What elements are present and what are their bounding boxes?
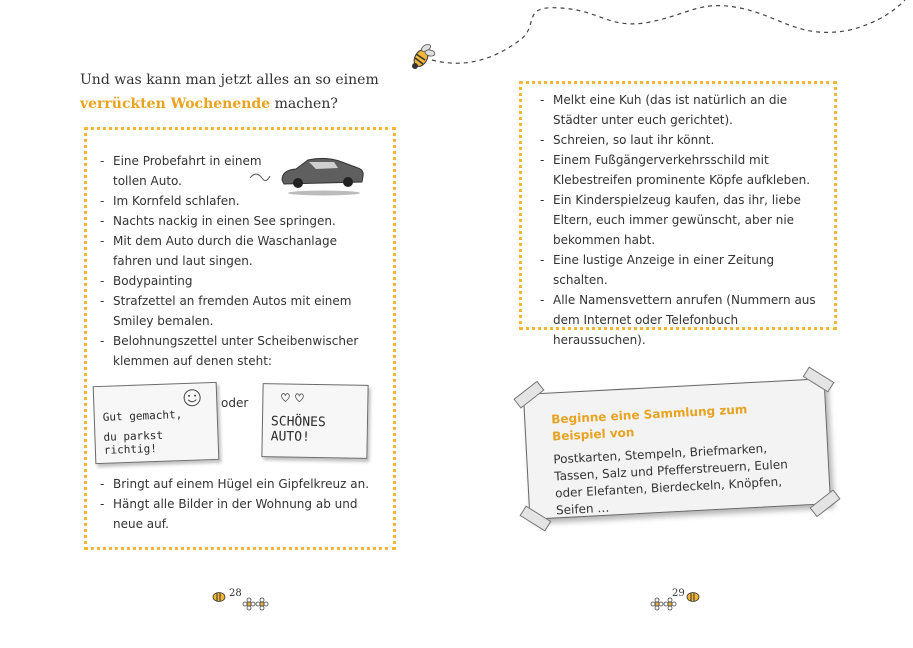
- car-illustration: [246, 152, 368, 196]
- flower-icon: [242, 596, 270, 612]
- list-item: - Bringt auf einem Hügel ein Gipfelkreuz an.: [100, 474, 376, 494]
- sign-tape-br: [810, 489, 841, 517]
- heart-icon: [277, 390, 307, 405]
- smiley-icon: [182, 387, 203, 408]
- sign-body: Postkarten, Stempeln, Briefmarken, Tassen, Salz und Pfefferstreuern, Eulen oder Elefanten, Bierdeckeln, Knöpfen, Seifen …: [553, 441, 789, 518]
- note-nice-car-text: SCHÖNES AUTO!: [270, 414, 326, 445]
- note-good-parking-line1: Gut gemacht,: [102, 408, 183, 424]
- sign-tape-tl: [513, 381, 544, 409]
- bee-icon: [686, 590, 700, 602]
- right-list: [540, 90, 816, 350]
- list-item: - Einem Fußgängerverkehrsschild mit Klebestreifen prominente Köpfe aufkleben.: [540, 150, 816, 190]
- collection-sign: [523, 378, 831, 520]
- note-good-parking: [93, 382, 220, 464]
- bee-icon: [212, 590, 226, 602]
- intro-text: [80, 68, 410, 116]
- note-nice-car: [261, 383, 368, 459]
- page-number-right: [650, 588, 710, 614]
- list-item: - Alle Namensvettern anrufen (Nummern aus dem Internet oder Telefonbuch heraussuchen).: [540, 290, 816, 350]
- list-item: - Hängt alle Bilder in der Wohnung ab und neue auf.: [100, 494, 376, 534]
- intro-text-before: Und was kann man jetzt alles an so einem: [80, 72, 379, 88]
- list-item: - Mit dem Auto durch die Waschanlage fahren und laut singen.: [100, 231, 372, 271]
- list-item: - Schreien, so laut ihr könnt.: [540, 130, 816, 150]
- sign-tape-bl: [520, 505, 552, 531]
- list-item: - Nachts nackig in einen See springen.: [100, 211, 372, 231]
- list-item: - Im Kornfeld schlafen.: [100, 191, 372, 211]
- intro-highlight: verrückten Wochenende: [80, 96, 271, 112]
- page-number-left: [212, 588, 272, 614]
- or-label: oder: [221, 396, 249, 410]
- list-item: - Strafzettel an fremden Autos mit einem Smiley bemalen.: [100, 291, 372, 331]
- note-good-parking-line2: du parkst richtig!: [103, 428, 164, 457]
- sign-title: Beginne eine Sammlung zum Beispiel von: [550, 402, 748, 444]
- list-item: - Eine Probefahrt in einem tollen Auto.: [100, 151, 263, 191]
- list-item: - Bodypainting: [100, 271, 372, 291]
- list-item: - Eine lustige Anzeige in einer Zeitung schalten.: [540, 250, 816, 290]
- list-item: - Ein Kinderspielzeug kaufen, das ihr, liebe Eltern, euch immer gewünscht, aber nie bekommen habt.: [540, 190, 816, 250]
- intro-text-after: machen?: [270, 96, 338, 112]
- left-list-bottom: [100, 474, 376, 534]
- list-item: - Belohnungszettel unter Scheibenwischer klemmen auf denen steht:: [100, 331, 372, 371]
- list-item: - Melkt eine Kuh (das ist natürlich an die Städter unter euch gerichtet).: [540, 90, 816, 130]
- sign-tape-tr: [803, 366, 835, 392]
- page-number-right-text: 29: [672, 588, 685, 599]
- page-number-left-text: 28: [229, 588, 242, 599]
- sign-content: [551, 398, 806, 519]
